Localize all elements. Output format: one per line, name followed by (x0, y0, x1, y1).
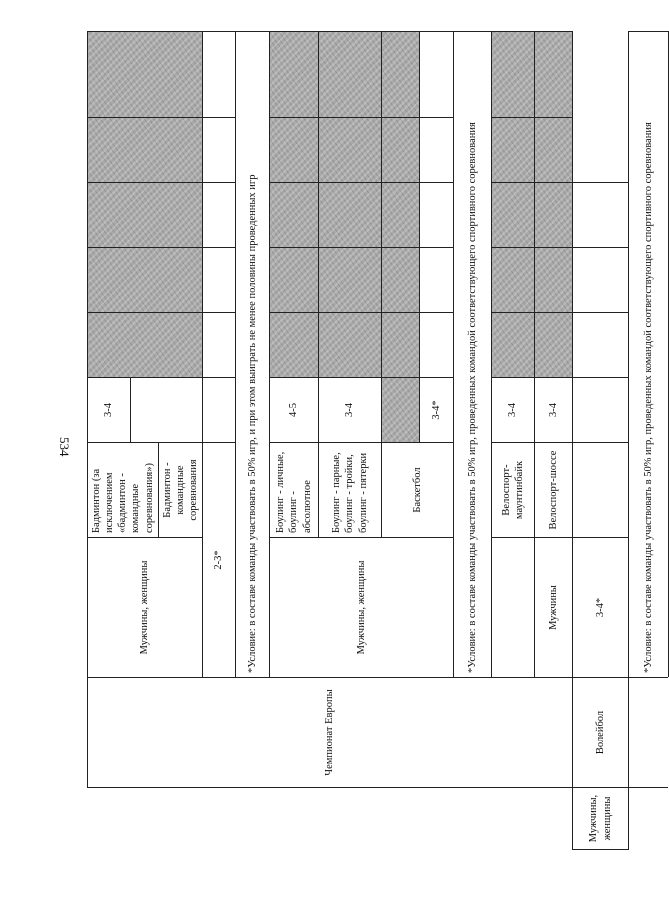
sport-cell: Бадминтон (за исключением «бадминтон - командные соревнования») (88, 443, 159, 538)
table-row (629, 32, 669, 850)
blank-cell (420, 313, 454, 378)
blank-cell (573, 248, 629, 313)
shaded-cell (270, 248, 319, 313)
shaded-cell (535, 118, 573, 183)
shaded-cell (319, 32, 382, 118)
sport-cell: Волейбол (573, 678, 629, 788)
competition-cell: Чемпионат Европы (88, 678, 573, 788)
sport-cell: Баскетбол (382, 443, 454, 538)
blank-cell (629, 678, 669, 788)
blank-cell (629, 788, 669, 850)
shaded-cell (319, 118, 382, 183)
condition-cell: *Условие: в составе команды участвовать в 50% игр, проведенных командой соответствующего спортивного соревнования (629, 32, 669, 678)
table-stage (87, 32, 654, 850)
shaded-cell (88, 248, 203, 313)
blank-cell (203, 118, 236, 183)
sport-cell: Велоспорт-маунтинбайк (492, 443, 535, 538)
shaded-cell (88, 313, 203, 378)
blank-cell (203, 32, 236, 118)
shaded-cell (319, 313, 382, 378)
gender-cell: Мужчины, женщины (573, 788, 629, 850)
shaded-cell (535, 183, 573, 248)
shaded-cell (88, 118, 203, 183)
place-cell: 3-4 (535, 378, 573, 443)
shaded-cell (382, 183, 420, 248)
sport-cell: Боулинг - личные, боулинг - абсолютное (270, 443, 319, 538)
shaded-cell (88, 32, 203, 118)
blank-cell (203, 313, 236, 378)
shaded-cell (270, 118, 319, 183)
shaded-cell (535, 248, 573, 313)
shaded-cell (535, 313, 573, 378)
shaded-cell (535, 32, 573, 118)
shaded-cell (319, 183, 382, 248)
shaded-cell (270, 32, 319, 118)
shaded-cell (492, 118, 535, 183)
place-cell: 2-3* (203, 443, 236, 678)
sport-cell: Велоспорт-шоссе (535, 443, 573, 538)
blank-cell (203, 248, 236, 313)
page-number: 534 (57, 437, 72, 457)
condition-cell: *Условие: в составе команды участвовать в 50% игр, и при этом выиграть не менее половины проведенных игр (236, 32, 270, 678)
condition-cell: *Условие: в составе команды участвовать в 50% игр, проведенных командой соответствующего спортивного соревнования (454, 32, 492, 678)
blank-cell (420, 183, 454, 248)
gender-cell (492, 538, 535, 678)
place-cell: 3-4 (88, 378, 131, 443)
shaded-cell (492, 32, 535, 118)
blank-cell (573, 183, 629, 248)
blank-cell (573, 378, 629, 443)
gender-cell: Мужчины (535, 538, 573, 678)
shaded-cell (492, 248, 535, 313)
shaded-cell (382, 32, 420, 118)
place-cell (131, 378, 203, 443)
place-cell: 3-4* (420, 378, 454, 443)
blank-cell (420, 118, 454, 183)
blank-cell (203, 183, 236, 248)
blank-cell (573, 443, 629, 538)
shaded-cell (382, 378, 420, 443)
table-row (573, 32, 629, 850)
gender-cell: Мужчины, женщины (270, 538, 454, 678)
blank-cell (420, 248, 454, 313)
place-cell: 3-4 (319, 378, 382, 443)
shaded-cell (88, 183, 203, 248)
blank-cell (420, 32, 454, 118)
shaded-cell (319, 248, 382, 313)
place-cell: 3-4* (573, 538, 629, 678)
blank-left-column (88, 788, 573, 850)
shaded-cell (270, 313, 319, 378)
shaded-cell (270, 183, 319, 248)
gender-cell: Мужчины, женщины (88, 538, 203, 678)
rotated-table-sheet (87, 32, 654, 850)
results-table (87, 31, 669, 850)
table-row (88, 32, 131, 850)
shaded-cell (492, 313, 535, 378)
blank-cell (203, 378, 236, 443)
shaded-cell (382, 248, 420, 313)
shaded-cell (492, 183, 535, 248)
place-cell: 4-5 (270, 378, 319, 443)
sport-cell: Бадминтон - командные соревнования (158, 443, 202, 538)
shaded-cell (382, 313, 420, 378)
shaded-cell (382, 118, 420, 183)
blank-cell (573, 313, 629, 378)
place-cell: 3-4 (492, 378, 535, 443)
sport-cell: Боулинг - парные, боулинг - тройки, боулинг - пятерки (319, 443, 382, 538)
